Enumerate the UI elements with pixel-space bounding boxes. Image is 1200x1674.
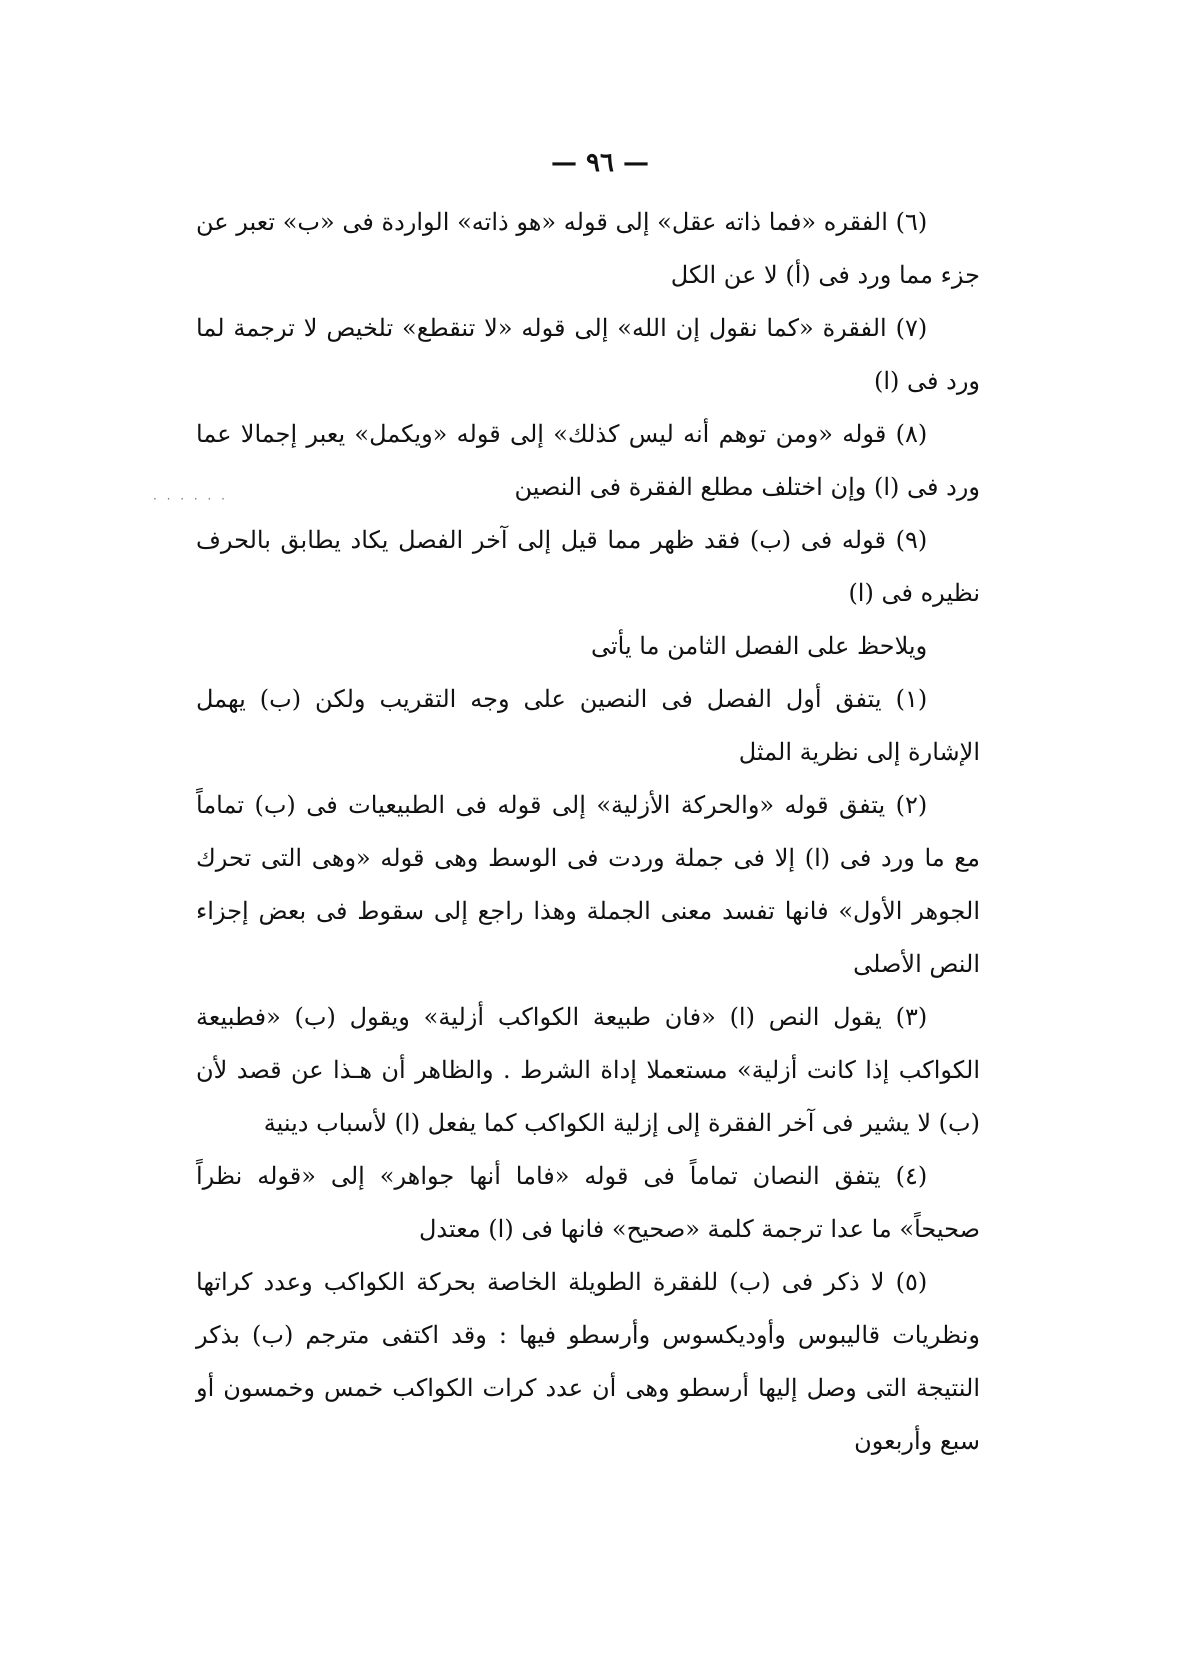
note-paragraph-7: (٧) الفقرة «كما نقول إن الله» إلى قوله «لا تنقطع» تلخيص لا ترجمة لما ورد فى (ا) xyxy=(196,314,980,395)
document-body xyxy=(196,196,980,1468)
page-number: — ٩٦ — xyxy=(550,148,650,178)
chapter-eight-note-5: (٥) لا ذكر فى (ب) للفقرة الطويلة الخاصة بحركة الكواكب وعدد كراتها ونظريات قاليبوس وأوديكسوس وأرسطو فيها : وقد اكتفى مترجم (ب) بذكر النتيجة التى وصل إليها أرسطو وهى أن عدد كرات الكواكب خمس وخمسون أو سبع وأربعون xyxy=(196,1268,980,1455)
chapter-eight-note-4: (٤) يتفق النصان تماماً فى قوله «فاما أنها جواهر» إلى «قوله نظراً صحيحاً» ما عدا ترجمة كلمة «صحيح» فانها فى (ا) معتدل xyxy=(196,1162,980,1243)
note-paragraph-8: (٨) قوله «ومن توهم أنه ليس كذلك» إلى قوله «ويكمل» يعبر إجمالا عما ورد فى (ا) وإن اختلف مطلع الفقرة فى النصين xyxy=(196,420,980,501)
chapter-eight-note-2: (٢) يتفق قوله «والحركة الأزلية» إلى قوله فى الطبيعيات فى (ب) تماماً مع ما ورد فى (ا) إلا فى جملة وردت فى الوسط وهى قوله «وهى التى تحرك الجوهر الأول» فانها تفسد معنى الجملة وهذا راجع إلى سقوط فى بعض إجزاء النص الأصلى xyxy=(196,791,980,978)
chapter-eight-note-3: (٣) يقول النص (ا) «فان طبيعة الكواكب أزلية» ويقول (ب) «فطبيعة الكواكب إذا كانت أزلية» مستعملا إداة الشرط . والظاهر أن هـذا عن قصد لأن (ب) لا يشير فى آخر الفقرة إلى إزلية الكواكب كما يفعل (ا) لأسباب دينية xyxy=(196,1003,980,1137)
note-paragraph-9: (٩) قوله فى (ب) فقد ظهر مما قيل إلى آخر الفصل يكاد يطابق بالحرف نظيره فى (ا) xyxy=(196,526,980,607)
chapter-eight-intro: ويلاحظ على الفصل الثامن ما يأتى xyxy=(590,632,928,660)
scan-speck-marks: · · · · · · xyxy=(153,492,228,506)
note-paragraph-6: (٦) الفقره «فما ذاته عقل» إلى قوله «هو ذاته» الواردة فى «ب» تعبر عن جزء مما ورد فى (أ) لا عن الكل xyxy=(196,208,980,289)
chapter-eight-note-1: (١) يتفق أول الفصل فى النصين على وجه التقريب ولكن (ب) يهمل الإشارة إلى نظرية المثل xyxy=(196,685,980,766)
